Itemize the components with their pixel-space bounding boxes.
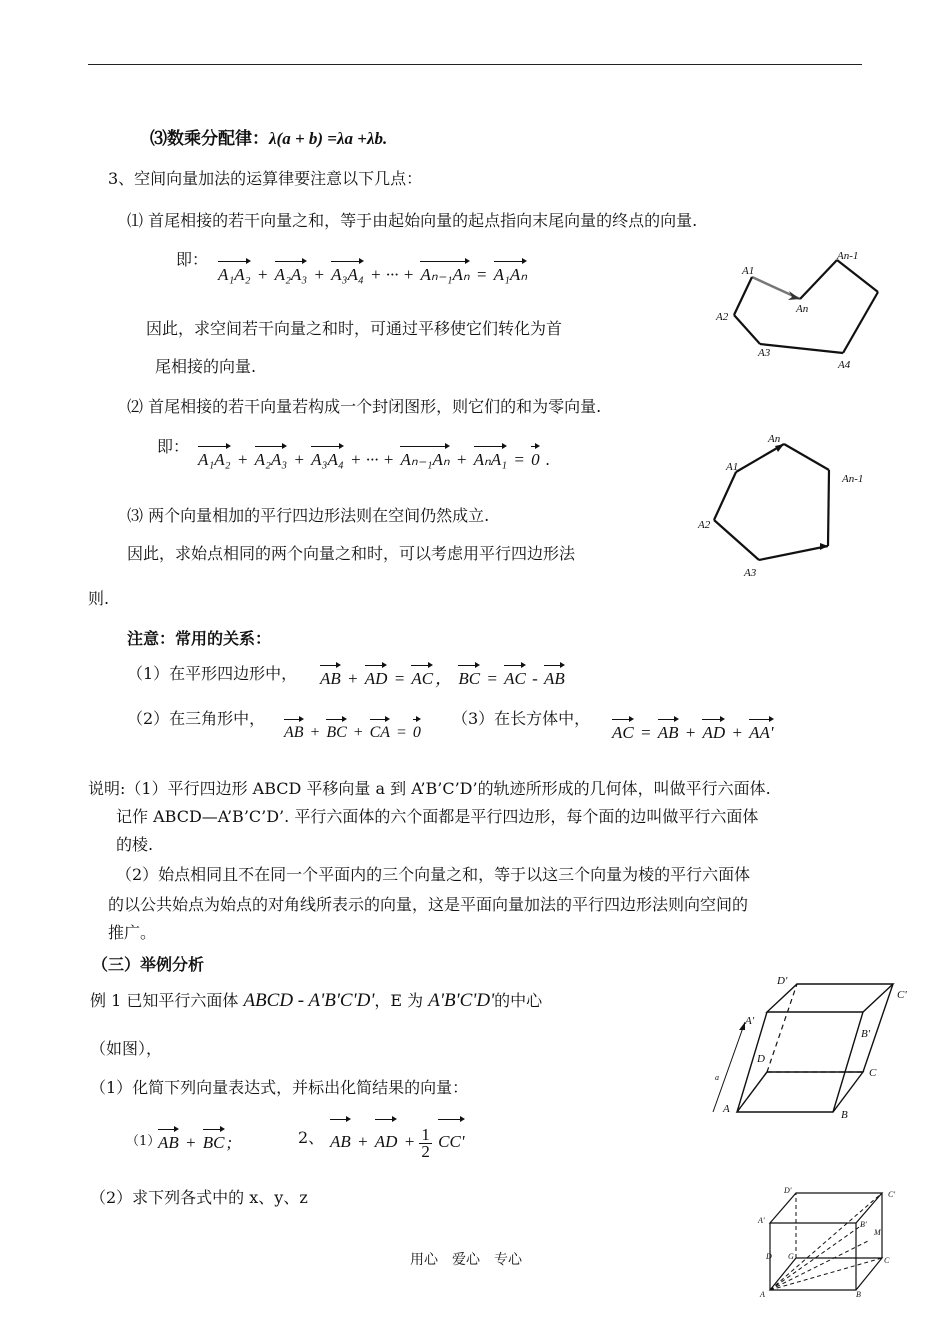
plus-sign: +: [347, 669, 359, 688]
law3-line: [150, 128, 387, 150]
diag-ac: [770, 1258, 882, 1290]
example1-suffix: 的中心: [494, 991, 543, 1010]
face-top: [770, 1193, 882, 1223]
dots-sign: + ··· +: [350, 450, 395, 469]
vec-ab: AB: [158, 1126, 179, 1154]
label-d1: D': [784, 1186, 792, 1195]
question-1: （1）化简下列向量表达式，并标出化简结果的向量：: [90, 1078, 469, 1097]
explain-line-6: 推广。: [108, 923, 157, 942]
dots-sign: + ··· +: [370, 265, 415, 284]
solid-name: ABCD - A'B'C'D': [243, 990, 375, 1011]
vec-an1an: Aₙ₋₁Aₙ: [400, 443, 449, 471]
plus-sign: +: [403, 1132, 416, 1151]
vec-bc: BC: [458, 662, 480, 690]
label-m: M: [874, 1228, 881, 1237]
minus-sign: -: [532, 669, 538, 688]
explain-line-3: 的棱.: [116, 835, 154, 854]
figure-closed-polygon: [696, 430, 886, 582]
q1b-label: 2、: [298, 1128, 325, 1147]
label-g: G: [788, 1252, 794, 1261]
plus-sign: +: [313, 265, 325, 284]
label-a2: A2: [716, 311, 729, 323]
eq2-formula: [196, 443, 550, 471]
label-a1: A1: [726, 461, 739, 473]
vec-a3a4: A₃A₄: [311, 443, 344, 471]
label-an1: An-1: [837, 250, 859, 262]
vec-cc1: CC': [438, 1116, 464, 1162]
label-c1: C': [897, 989, 907, 1001]
vec-ad: AD: [702, 716, 725, 744]
vec-ad: AD: [375, 1116, 398, 1162]
law3-formula: λ(a + b) =λa +λb.: [269, 129, 388, 148]
question-2: （2）求下列各式中的 x、y、z: [90, 1188, 308, 1207]
label-an1: An-1: [842, 473, 864, 485]
plus-sign: +: [185, 1133, 197, 1152]
item1-note-1: 因此，求空间若干向量之和时，可通过平移使它们转化为首: [146, 319, 563, 338]
figure-parallelepiped: [705, 972, 915, 1122]
explain-line-4: （2）始点相同且不在同一个平面内的三个向量之和，等于以这三个向量为棱的平行六面体: [116, 865, 751, 884]
semicolon: ;: [226, 1133, 233, 1152]
explain-line-2: 记作 ABCD—A’B’C’D’. 平行六面体的六个面都是平行四边形，每个面的边叫做平行六面体: [116, 807, 759, 826]
face-name: A'B'C'D': [428, 990, 495, 1011]
edge-to-an1: [837, 260, 878, 292]
numerator: 1: [421, 1124, 430, 1144]
arrow-head: [775, 444, 784, 452]
label-b1: B': [860, 1220, 867, 1229]
vec-a3a4: A₃A₄: [331, 258, 364, 286]
vec-ab: AB: [330, 1116, 351, 1162]
vec-bc: BC: [203, 1126, 225, 1154]
label-d1: D': [777, 975, 788, 987]
vec-a2a3: A₂A₃: [275, 258, 308, 286]
plus-sign: +: [357, 1132, 369, 1151]
equals-sign: =: [486, 669, 498, 688]
item1-note-2: 尾相接的向量.: [155, 357, 257, 376]
edge-bb1: [833, 1012, 863, 1112]
vec-ab: AB: [284, 716, 304, 744]
q1a-formula: [156, 1126, 232, 1154]
arrow-head: [820, 543, 828, 550]
figure-open-polygon: [710, 250, 890, 375]
vec-a1a2: A₁A₂: [218, 258, 251, 286]
vec-ab: AB: [320, 662, 341, 690]
label-a2: A2: [698, 519, 711, 531]
vec-ab: AB: [544, 662, 565, 690]
rel1-label: （1）在平形四边形中，: [127, 664, 298, 683]
rel2-label: （2）在三角形中，: [127, 709, 266, 728]
plus-sign: +: [256, 265, 269, 284]
q1a-label: （1）: [126, 1134, 161, 1149]
item3-note-1: 因此，求始点相同的两个向量之和时，可以考虑用平行四边形法: [127, 544, 576, 563]
edge-a4: [843, 292, 878, 353]
edge-a1-a2: [734, 277, 752, 315]
label-c: C: [869, 1067, 877, 1079]
equals-sign: =: [396, 724, 407, 741]
vec-ac: AC: [411, 662, 433, 690]
label-a3: A3: [758, 347, 771, 359]
vec-bc: BC: [326, 716, 346, 744]
fraction-half: [419, 1124, 432, 1161]
label-d: D: [766, 1252, 772, 1261]
comma: ，: [435, 669, 453, 688]
eq2-label: 即：: [157, 437, 190, 456]
plus-sign: +: [455, 450, 468, 469]
item3-text: ⑶ 两个向量相加的平行四边形法则在空间仍然成立.: [127, 506, 490, 525]
figure-parallelepiped-diagonals: [742, 1185, 912, 1305]
q1b-formula: [328, 1116, 467, 1162]
rel2-formula: [282, 716, 423, 744]
label-a1: A1: [742, 265, 755, 277]
section-title: （三）举例分析: [92, 955, 205, 974]
header-rule: [88, 64, 862, 65]
period: .: [545, 450, 551, 469]
edge-a3-a2: [714, 520, 759, 560]
equals-sign: =: [475, 265, 488, 284]
label-b1: B': [861, 1028, 871, 1040]
label-a1: A': [745, 1015, 755, 1027]
label-b: B: [856, 1290, 861, 1299]
face-bottom: [737, 1072, 863, 1112]
vec-ana1: AₙA₁: [474, 443, 507, 471]
label-a4: A4: [838, 359, 851, 371]
vec-aa1: AA': [749, 716, 773, 744]
explain-line-1: 说明:（1）平行四边形 ABCD 平移向量 a 到 A’B’C’D’的轨迹所形成的几何体，叫做平行六面体.: [88, 779, 771, 798]
footer-motto: 用心 爱心 专心: [410, 1252, 522, 1268]
label-an: An: [796, 303, 809, 315]
plus-sign: +: [236, 450, 249, 469]
vec-ad: AD: [365, 662, 388, 690]
example1-figure-ref: （如图），: [90, 1039, 163, 1058]
diag-ac1: [770, 1193, 882, 1290]
label-a: A: [760, 1290, 765, 1299]
plus-sign: +: [352, 724, 364, 741]
vec-a1a2: A₁A₂: [198, 443, 231, 471]
vec-an1an: Aₙ₋₁Aₙ: [420, 258, 469, 286]
rel3-formula: [610, 716, 776, 744]
point3-heading: 3、空间向量加法的运算律要注意以下几点：: [108, 169, 423, 188]
item2-text: ⑵ 首尾相接的若干向量若构成一个封闭图形，则它们的和为零向量.: [127, 397, 602, 416]
plus-sign: +: [309, 724, 321, 741]
rel3-label: （3）在长方体中，: [452, 709, 591, 728]
plus-sign: +: [731, 723, 743, 742]
label-a1: A': [758, 1216, 765, 1225]
item3-note-2: 则.: [88, 589, 110, 608]
example1-line: [90, 990, 542, 1012]
eq1-label: 即：: [176, 250, 209, 269]
plus-sign: +: [684, 723, 697, 742]
notice-title: 注意：常用的关系：: [127, 629, 272, 648]
label-d: D: [757, 1053, 765, 1065]
label-b: B: [841, 1109, 848, 1121]
edge-a4-a3: [759, 546, 828, 560]
law3-prefix: ⑶数乘分配律：: [150, 129, 269, 149]
denominator: 2: [421, 1141, 430, 1161]
vec-a2a3: A₂A₃: [255, 443, 288, 471]
face-top: [767, 984, 893, 1012]
vector-a-line: [713, 1022, 745, 1112]
label-a: A: [723, 1103, 730, 1115]
explain-line-5: 的以公共始点为始点的对角线所表示的向量，这是平面向量加法的平行四边形法则向空间的: [108, 895, 749, 914]
vec-ac: AC: [504, 662, 526, 690]
edge-an1-a4: [828, 470, 829, 546]
item1-text: ⑴ 首尾相接的若干向量之和，等于由起始向量的起点指向末尾向量的终点的向量.: [127, 211, 698, 230]
eq1-formula: [216, 258, 529, 286]
label-c: C: [884, 1256, 890, 1265]
zero-vector: 0: [531, 443, 540, 471]
plus-sign: +: [293, 450, 305, 469]
rel1-formula: [318, 662, 567, 690]
vec-ab: AB: [658, 716, 679, 744]
vec-ac: AC: [612, 716, 634, 744]
equals-sign: =: [639, 723, 652, 742]
edge-an-an1: [784, 444, 829, 470]
label-a3: A3: [744, 567, 757, 579]
example1-mid: ，E 为: [374, 991, 424, 1010]
equals-sign: =: [513, 450, 525, 469]
zero-vector: 0: [413, 716, 421, 744]
diag-am: [770, 1240, 870, 1290]
edge-a3-a4: [760, 344, 843, 353]
vec-a1an: A₁Aₙ: [494, 258, 527, 286]
label-vector-a: a: [715, 1073, 719, 1082]
equals-sign: =: [393, 669, 406, 688]
vec-ca: CA: [370, 716, 390, 744]
label-an: An: [768, 433, 781, 445]
label-c1: C': [888, 1190, 896, 1199]
edge-an1-an: [800, 260, 837, 299]
edge-a2-a3: [734, 315, 760, 344]
example1-prefix: 例 1 已知平行六面体: [90, 991, 239, 1010]
edge-a2-a1: [714, 472, 736, 520]
